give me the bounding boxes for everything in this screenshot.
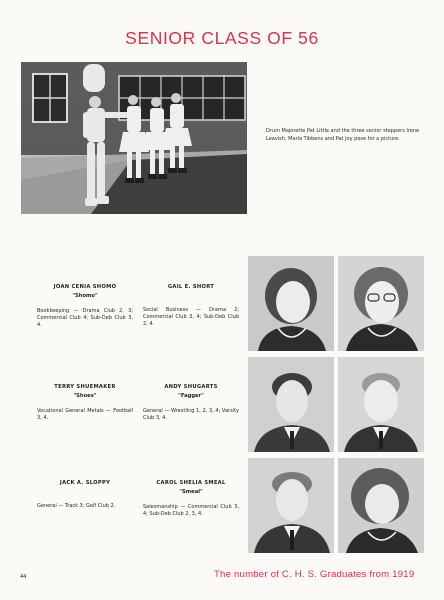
senior-nickname: "Fagger" [178, 393, 204, 399]
portrait-short [338, 256, 424, 351]
senior-name: JOAN CENIA SHOMO [53, 284, 117, 290]
senior-activities: Salesmanship — Commercial Club 3, 4; Sub-Deb Club 2, 3, 4. [143, 504, 239, 517]
senior-name: CAROL SHELIA SMEAL [156, 480, 226, 486]
page-title: SENIOR CLASS OF 56 [125, 28, 319, 48]
page-number: 44 [20, 574, 27, 580]
senior-name: GAIL E. SHORT [167, 284, 215, 290]
senior-entry-sloppy [37, 480, 133, 510]
senior-name: ANDY SHUGARTS [164, 384, 218, 390]
portrait-shomo [248, 256, 334, 351]
senior-activities: Vocational General Metals — Football 3, 4. [37, 408, 133, 421]
photo-caption: Drum Majorette Pat Little and the three senior steppers Irene Leavish, Marla Tibbens and Pat Joy pose for a picture. [266, 128, 420, 142]
senior-portraits-grid [248, 256, 424, 553]
senior-entry-shomo [37, 284, 133, 329]
senior-entry-smeal [143, 480, 239, 518]
senior-name: TERRY SHUEMAKER [54, 384, 116, 390]
page-footer: The number of C. H. S. Graduates from 1919 [214, 569, 415, 580]
senior-nickname: "Shoes" [73, 393, 97, 399]
senior-entry-shugarts [143, 384, 239, 422]
portrait-sloppy [248, 458, 334, 553]
portrait-smeal [338, 458, 424, 553]
senior-nickname: "Shomo" [72, 293, 98, 299]
senior-entry-shuemaker [37, 384, 133, 422]
senior-name: JACK A. SLOPPY [59, 480, 111, 486]
senior-entry-short [143, 284, 239, 328]
majorette-group-photo [21, 62, 247, 214]
senior-activities: Social Business — Drama 2; Commercial Club 3, 4; Sub-Deb Club 2, 4. [143, 307, 239, 327]
portrait-shugarts [338, 357, 424, 452]
senior-activities: General — Track 3; Golf Club 2. [37, 503, 116, 509]
senior-nickname: "Smeal" [179, 489, 203, 495]
senior-activities: Bookkeeping — Drama Club 2, 3; Commercial Club 4; Sub-Deb Club 3, 4. [37, 308, 133, 328]
senior-activities: General — Wrestling 1, 2, 3, 4; Varsity Club 3, 4. [143, 408, 239, 421]
portrait-shuemaker [248, 357, 334, 452]
